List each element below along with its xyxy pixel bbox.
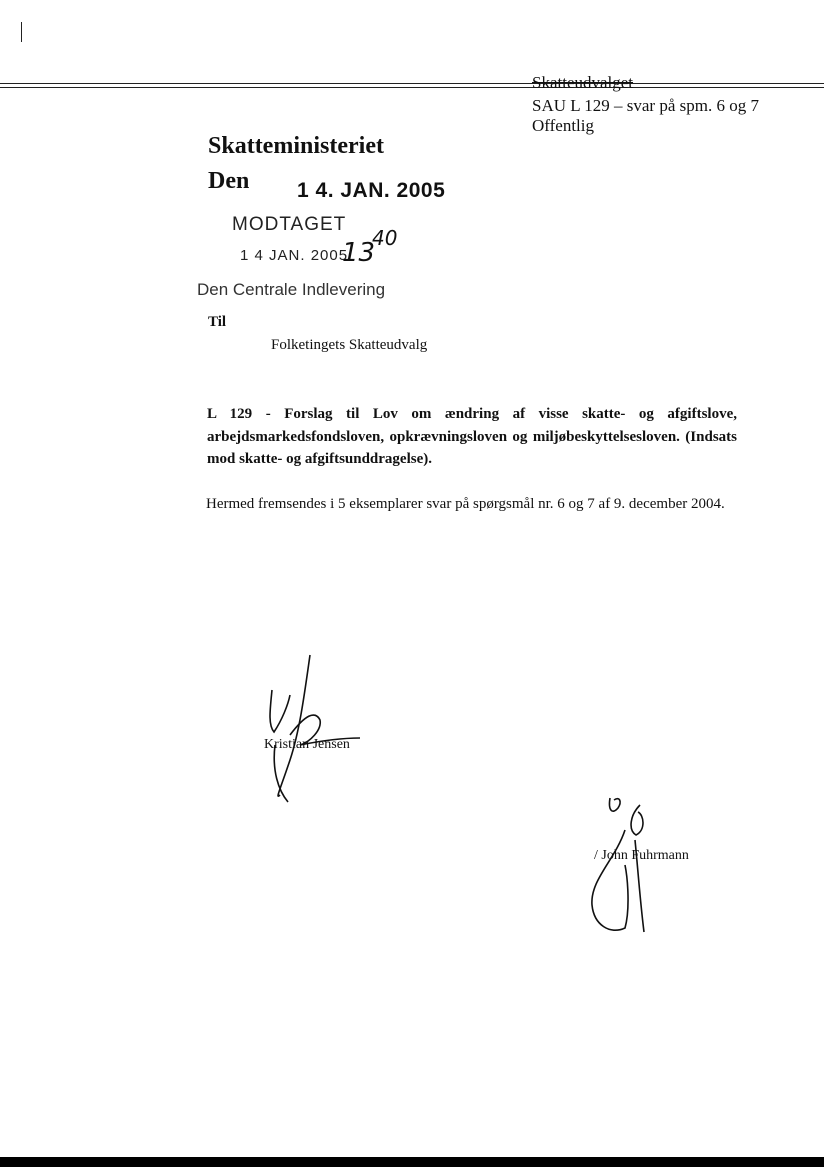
header-rule-top	[0, 83, 824, 84]
department-name: Den Centrale Indlevering	[197, 280, 386, 299]
received-stamp-date: 1 4 JAN. 2005	[240, 247, 349, 264]
signature-1-scribble	[260, 650, 360, 810]
addressee-name: Folketingets Skatteudvalg	[271, 337, 428, 353]
addressee-label: Til	[208, 314, 227, 330]
subject-paragraph: L 129 - Forslag til Lov om ændring af visse skatte- og afgiftslove, arbejdsmarkedsfondsloven, opkrævningsloven og miljøbeskyttelsesloven. (Indsats mod skatte- og afgiftsunddragelse).	[207, 406, 737, 467]
scan-bottom-border	[0, 1157, 824, 1167]
committee-name: Skatteudvalget	[532, 73, 634, 92]
signer-2-name: / John Fuhrmann	[594, 848, 689, 863]
ministry-name: Skatteministeriet	[208, 133, 384, 159]
body-paragraph: Hermed fremsendes i 5 eksemplarer svar på spørgsmål nr. 6 og 7 af 9. december 2004.	[206, 496, 725, 512]
scan-mark	[21, 22, 22, 42]
reference-line: SAU L 129 – svar på spm. 6 og 7	[532, 96, 759, 115]
classification-label: Offentlig	[532, 116, 595, 135]
received-stamp-title: MODTAGET	[232, 214, 347, 235]
handwritten-number-2: 40	[372, 226, 398, 250]
date-prefix: Den	[208, 168, 250, 194]
letter-date: 1 4. JAN. 2005	[297, 179, 446, 202]
signature-2-scribble	[580, 790, 680, 940]
header-rule-bottom	[0, 87, 824, 88]
handwritten-number: 13	[342, 238, 376, 268]
signer-1-name: Kristian Jensen	[264, 737, 350, 752]
